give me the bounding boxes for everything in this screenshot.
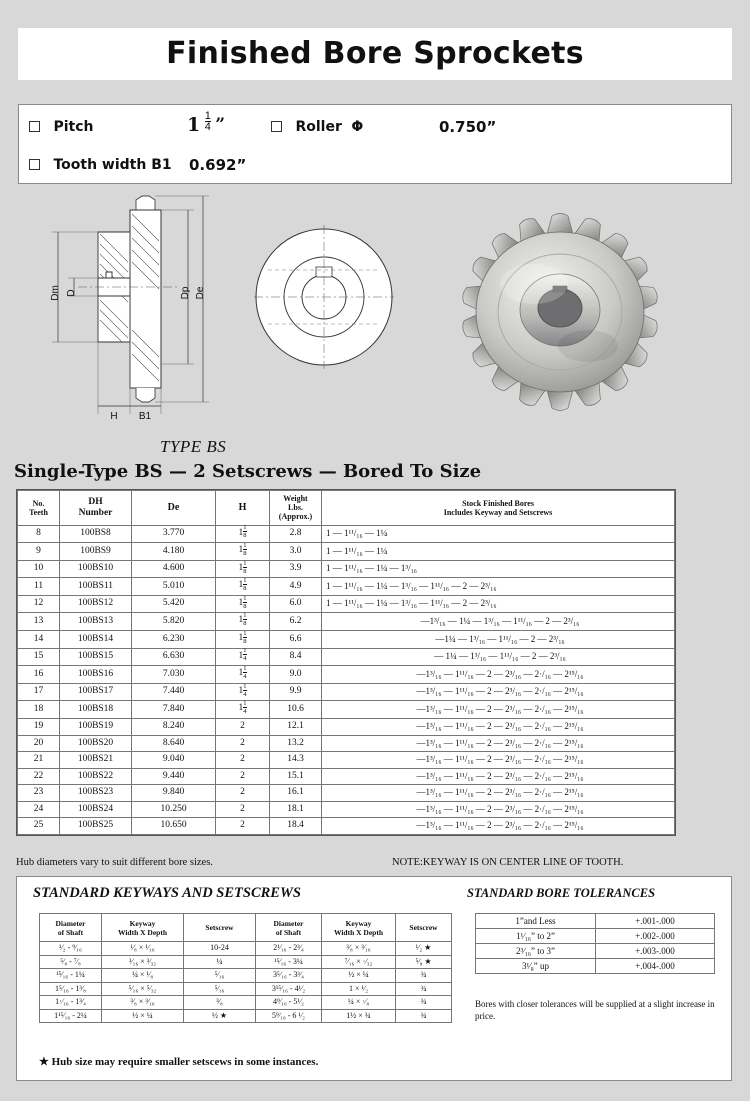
cell-teeth: 13 bbox=[18, 613, 60, 631]
cell-h: 1 $\frac{1}{8}$ bbox=[216, 578, 270, 596]
tolerance-value: +.003-.000 bbox=[596, 944, 715, 959]
cell-h: 2 bbox=[216, 718, 270, 735]
cell-teeth: 10 bbox=[18, 560, 60, 578]
cell-h: 1 $\frac{1}{4}$ bbox=[216, 648, 270, 666]
cell-teeth: 17 bbox=[18, 683, 60, 701]
keyway-cell: ¹⁄₂ ★ bbox=[396, 942, 452, 956]
stock-bores-table bbox=[17, 490, 675, 835]
tolerance-value: +.004-.000 bbox=[596, 959, 715, 974]
table-header-row bbox=[18, 491, 675, 526]
tolerance-value: +.002-.000 bbox=[596, 929, 715, 944]
pitch-numerator: 1 bbox=[204, 110, 211, 122]
cell-de: 6.630 bbox=[132, 648, 216, 666]
cell-h: 1 $\frac{1}{8}$ bbox=[216, 543, 270, 561]
cell-h: 2 bbox=[216, 752, 270, 769]
label-b1: B1 bbox=[138, 411, 152, 422]
keyway-cell: 2¹⁄₁₆ - 2³⁄₄ bbox=[256, 942, 322, 956]
cell-dh: 100BS21 bbox=[60, 752, 132, 769]
keyway-cell: ¼ × ·⁄₈ bbox=[322, 996, 396, 1010]
keyway-row bbox=[40, 955, 452, 969]
pitch-value bbox=[187, 110, 226, 136]
stock-bores-table-wrap bbox=[16, 489, 676, 836]
keyway-cell: ¼ × ¹⁄₈ bbox=[102, 969, 184, 983]
table-row bbox=[18, 801, 675, 818]
cell-teeth: 14 bbox=[18, 631, 60, 649]
keyway-cell: ⁷⁄₁₆ × ·⁄₃₂ bbox=[322, 955, 396, 969]
keyway-cell: ³⁄₈ × ³⁄₁₆ bbox=[322, 942, 396, 956]
table-row bbox=[18, 785, 675, 802]
keyway-cell: ⁵⁄₁₆ × ⁵⁄₃₂ bbox=[102, 982, 184, 996]
tolerance-row bbox=[476, 944, 715, 959]
keyway-cell: ⁵⁄₁₆ bbox=[184, 969, 256, 983]
cell-dh: 100BS25 bbox=[60, 818, 132, 835]
cell-weight: 13.2 bbox=[270, 735, 322, 752]
cell-teeth: 20 bbox=[18, 735, 60, 752]
cell-bores: —1³/₁₆ — 1¹¹/₁₆ — 2 — 2³/₁₆ — 2·/₁₆ — 2¹⁵/₁₆ bbox=[322, 752, 675, 769]
cell-de: 5.420 bbox=[132, 595, 216, 613]
cell-weight: 15.1 bbox=[270, 768, 322, 785]
col-teeth: No. Teeth bbox=[18, 491, 60, 526]
keyway-cell: ¼ bbox=[184, 955, 256, 969]
table-body bbox=[18, 525, 675, 835]
cell-dh: 100BS20 bbox=[60, 735, 132, 752]
cell-dh: 100BS13 bbox=[60, 613, 132, 631]
cell-teeth: 9 bbox=[18, 543, 60, 561]
cell-de: 6.230 bbox=[132, 631, 216, 649]
label-d: D bbox=[66, 289, 77, 297]
keyway-cell: ½ × ¼ bbox=[102, 1009, 184, 1023]
type-bs-label: TYPE BS bbox=[160, 437, 227, 456]
keyway-cell: 3¹⁵⁄₁₆ - 4¹⁄₂ bbox=[256, 982, 322, 996]
keyway-row bbox=[40, 982, 452, 996]
cell-h: 1 $\frac{1}{8}$ bbox=[216, 631, 270, 649]
cell-dh: 100BS17 bbox=[60, 683, 132, 701]
table-row bbox=[18, 718, 675, 735]
cell-dh: 100BS18 bbox=[60, 701, 132, 719]
cell-h: 2 bbox=[216, 801, 270, 818]
cell-bores: 1 — 1¹¹/₁₆ — 1¼ — 1³/₁₆ — 1¹¹/₁₆ — 2 — 2³/₁₆ bbox=[322, 578, 675, 596]
keyway-cell: ½ × ¼ bbox=[322, 969, 396, 983]
cell-weight: 4.9 bbox=[270, 578, 322, 596]
keyways-title: STANDARD KEYWAYS AND SETSCREWS bbox=[33, 885, 301, 901]
col-stock-bores: Stock Finished Bores Includes Keyway and Setscrews bbox=[322, 491, 675, 526]
cell-h: 1 $\frac{1}{8}$ bbox=[216, 560, 270, 578]
cell-bores: 1 — 1¹¹/₁₆ — 1¼ bbox=[322, 525, 675, 543]
tolerance-range: 3¹⁄₈” up bbox=[476, 959, 596, 974]
cell-teeth: 18 bbox=[18, 701, 60, 719]
cell-dh: 100BS11 bbox=[60, 578, 132, 596]
cell-de: 5.010 bbox=[132, 578, 216, 596]
keyway-col-1: Keyway Width X Depth bbox=[102, 914, 184, 942]
cell-bores: —1³/₁₆ — 1¹¹/₁₆ — 2 — 2³/₁₆ — 2·/₁₆ — 2¹⁵/₁₆ bbox=[322, 768, 675, 785]
cell-dh: 100BS14 bbox=[60, 631, 132, 649]
keyway-cell: ¹⁵⁄₁₆ - 3¼ bbox=[256, 955, 322, 969]
cell-de: 4.600 bbox=[132, 560, 216, 578]
pitch-fraction bbox=[205, 111, 211, 133]
figure-area bbox=[18, 192, 732, 432]
spec-row-tooth-width bbox=[19, 147, 731, 185]
keyway-cell: ½ ★ bbox=[184, 1009, 256, 1023]
table-row bbox=[18, 525, 675, 543]
keyway-col-5: Setscrew bbox=[396, 914, 452, 942]
page-title: Finished Bore Sprockets bbox=[166, 36, 584, 71]
keyway-row bbox=[40, 969, 452, 983]
cell-bores: —1³/₁₆ — 1¹¹/₁₆ — 2 — 2³/₁₆ — 2·/₁₆ — 2¹⁵/₁₆ bbox=[322, 701, 675, 719]
table-row bbox=[18, 631, 675, 649]
cell-teeth: 19 bbox=[18, 718, 60, 735]
label-h: H bbox=[110, 411, 118, 422]
cell-bores: — 1¼ — 1³/₁₆ — 1¹¹/₁₆ — 2 — 2³/₁₆ bbox=[322, 648, 675, 666]
table-row bbox=[18, 666, 675, 684]
label-dm: Dm bbox=[50, 285, 61, 301]
cell-weight: 6.0 bbox=[270, 595, 322, 613]
cell-dh: 100BS10 bbox=[60, 560, 132, 578]
keyway-cell: ¾ bbox=[396, 996, 452, 1010]
cell-bores: —1³/₁₆ — 1¹¹/₁₆ — 2 — 2³/₁₆ — 2·/₁₆ — 2¹⁵/₁₆ bbox=[322, 735, 675, 752]
tooth-width-label: Tooth width B1 bbox=[53, 156, 172, 173]
cell-bores: —1³/₁₆ — 1¹¹/₁₆ — 2 — 2³/₁₆ — 2·/₁₆ — 2¹⁵/₁₆ bbox=[322, 785, 675, 802]
pitch-integer: 1 bbox=[187, 114, 201, 136]
label-dp: Dp bbox=[180, 286, 191, 300]
keyway-cell: 1½ × ¾ bbox=[322, 1009, 396, 1023]
table-row bbox=[18, 595, 675, 613]
cell-weight: 16.1 bbox=[270, 785, 322, 802]
page-header bbox=[0, 28, 750, 80]
keyway-cell: 1¹⁵⁄₁₆ - 2¼ bbox=[40, 1009, 102, 1023]
keyway-cell: ¾ bbox=[396, 969, 452, 983]
col-dh-number: DH Number bbox=[60, 491, 132, 526]
cell-weight: 18.1 bbox=[270, 801, 322, 818]
cell-h: 1 $\frac{1}{4}$ bbox=[216, 701, 270, 719]
keyway-col-3: Diameter of Shaft bbox=[256, 914, 322, 942]
col-h: H bbox=[216, 491, 270, 526]
keyway-cell: ⁵⁄₈ - ⁷⁄₈ bbox=[40, 955, 102, 969]
keyway-row bbox=[40, 1009, 452, 1023]
cell-teeth: 12 bbox=[18, 595, 60, 613]
keyways-table bbox=[39, 913, 452, 1023]
tolerance-note: Bores with closer tolerances will be supplied at a slight increase in price. bbox=[475, 999, 715, 1022]
table-row bbox=[18, 735, 675, 752]
table-row bbox=[18, 752, 675, 769]
phi-icon: Φ bbox=[351, 118, 364, 135]
setscrew-star-note: ★ Hub size may require smaller setscews in some instances. bbox=[39, 1056, 319, 1068]
cell-weight: 2.8 bbox=[270, 525, 322, 543]
keyway-row bbox=[40, 996, 452, 1010]
cell-h: 2 bbox=[216, 768, 270, 785]
single-type-heading: Single-Type BS — 2 Setscrews — Bored To Size bbox=[14, 461, 482, 482]
cell-dh: 100BS15 bbox=[60, 648, 132, 666]
roller-group bbox=[271, 118, 363, 136]
cell-bores: 1 — 1¹¹/₁₆ — 1¼ — 1³/₁₆ — 1¹¹/₁₆ — 2 — 2³/₁₆ bbox=[322, 595, 675, 613]
cell-de: 10.250 bbox=[132, 801, 216, 818]
cell-de: 3.770 bbox=[132, 525, 216, 543]
cell-dh: 100BS23 bbox=[60, 785, 132, 802]
standards-box bbox=[16, 876, 732, 1081]
cell-teeth: 25 bbox=[18, 818, 60, 835]
tolerance-value: +.001-.000 bbox=[596, 914, 715, 929]
cell-teeth: 23 bbox=[18, 785, 60, 802]
cell-weight: 6.2 bbox=[270, 613, 322, 631]
cell-bores: —1³/₁₆ — 1¹¹/₁₆ — 2 — 2³/₁₆ — 2·/₁₆ — 2¹⁵/₁₆ bbox=[322, 718, 675, 735]
spec-row-pitch-roller bbox=[19, 109, 731, 147]
keyway-cell: ¹⁵⁄₁₆ - 1¼ bbox=[40, 969, 102, 983]
keyway-cell: 5⁹⁄₁₆ - 6 ¹⁄₂ bbox=[256, 1009, 322, 1023]
cell-weight: 3.9 bbox=[270, 560, 322, 578]
table-row bbox=[18, 560, 675, 578]
tolerance-row bbox=[476, 914, 715, 929]
roller-label: Roller bbox=[295, 118, 342, 135]
header-left-margin bbox=[0, 28, 18, 80]
cell-h: 2 bbox=[216, 818, 270, 835]
keyway-col-0: Diameter of Shaft bbox=[40, 914, 102, 942]
cell-dh: 100BS9 bbox=[60, 543, 132, 561]
cell-dh: 100BS12 bbox=[60, 595, 132, 613]
pitch-inch-mark: ” bbox=[215, 115, 226, 135]
keyway-cell: 1·⁄₁₆ - 1³⁄₄ bbox=[40, 996, 102, 1010]
specification-box bbox=[18, 104, 732, 184]
cell-dh: 100BS24 bbox=[60, 801, 132, 818]
cell-teeth: 8 bbox=[18, 525, 60, 543]
cell-teeth: 11 bbox=[18, 578, 60, 596]
table-row bbox=[18, 768, 675, 785]
cell-h: 1 $\frac{1}{4}$ bbox=[216, 666, 270, 684]
keyway-cell: ¹⁄₂ - ⁹⁄₁₆ bbox=[40, 942, 102, 956]
hub-note: Hub diameters vary to suit different bore sizes. bbox=[16, 857, 213, 868]
keyways-header-row bbox=[40, 914, 452, 942]
keyway-cell: ¾ bbox=[396, 1009, 452, 1023]
page-top-margin bbox=[0, 0, 750, 28]
keyway-cell: ³⁄₈ bbox=[184, 996, 256, 1010]
cell-de: 5.820 bbox=[132, 613, 216, 631]
keyways-body bbox=[40, 942, 452, 1023]
table-row bbox=[18, 701, 675, 719]
sprocket-photo bbox=[410, 200, 720, 420]
cell-weight: 9.9 bbox=[270, 683, 322, 701]
keyway-col-2: Setscrew bbox=[184, 914, 256, 942]
keyway-cell: ⁵⁄₈ ★ bbox=[396, 955, 452, 969]
table-row bbox=[18, 818, 675, 835]
cell-bores: —1³/₁₆ — 1¼ — 1³/₁₆ — 1¹¹/₁₆ — 2 — 2³/₁₆ bbox=[322, 613, 675, 631]
cell-h: 2 bbox=[216, 785, 270, 802]
roller-value: 0.750” bbox=[439, 118, 497, 136]
cell-de: 8.640 bbox=[132, 735, 216, 752]
cell-weight: 18.4 bbox=[270, 818, 322, 835]
tolerances-table bbox=[475, 913, 715, 974]
cell-h: 1 $\frac{1}{8}$ bbox=[216, 613, 270, 631]
tolerance-range: 2³⁄₁₆” to 3” bbox=[476, 944, 596, 959]
cell-dh: 100BS8 bbox=[60, 525, 132, 543]
cell-de: 4.180 bbox=[132, 543, 216, 561]
cell-h: 1 $\frac{1}{4}$ bbox=[216, 683, 270, 701]
tooth-width-checkbox[interactable] bbox=[29, 159, 40, 170]
cell-bores: —1³/₁₆ — 1¹¹/₁₆ — 2 — 2³/₁₆ — 2·/₁₆ — 2¹⁵/₁₆ bbox=[322, 818, 675, 835]
tolerances-body bbox=[476, 914, 715, 974]
roller-checkbox[interactable] bbox=[271, 121, 282, 132]
cell-bores: 1 — 1¹¹/₁₆ — 1¼ bbox=[322, 543, 675, 561]
cell-weight: 9.0 bbox=[270, 666, 322, 684]
table-row bbox=[18, 543, 675, 561]
cell-teeth: 22 bbox=[18, 768, 60, 785]
table-row bbox=[18, 683, 675, 701]
cell-weight: 10.6 bbox=[270, 701, 322, 719]
keyway-row bbox=[40, 942, 452, 956]
keyway-col-4: Keyway Width X Depth bbox=[322, 914, 396, 942]
cell-h: 1 $\frac{1}{8}$ bbox=[216, 525, 270, 543]
cell-bores: 1 — 1¹¹/₁₆ — 1¼ — 1³/₁₆ bbox=[322, 560, 675, 578]
keyway-cell: 4⁹⁄₁₆ - 5¹⁄₂ bbox=[256, 996, 322, 1010]
pitch-denominator: 4 bbox=[204, 121, 211, 133]
tolerance-row bbox=[476, 959, 715, 974]
pitch-group bbox=[29, 118, 93, 136]
cell-de: 7.440 bbox=[132, 683, 216, 701]
table-row bbox=[18, 648, 675, 666]
cell-weight: 14.3 bbox=[270, 752, 322, 769]
pitch-checkbox[interactable] bbox=[29, 121, 40, 132]
col-de: De bbox=[132, 491, 216, 526]
keyway-cell: ¹⁄₈ × ¹⁄₁₆ bbox=[102, 942, 184, 956]
cell-de: 7.030 bbox=[132, 666, 216, 684]
keyway-note: NOTE:KEYWAY IS ON CENTER LINE OF TOOTH. bbox=[392, 857, 624, 868]
keyway-cell: 10-24 bbox=[184, 942, 256, 956]
cell-bores: —1³/₁₆ — 1¹¹/₁₆ — 2 — 2³/₁₆ — 2·/₁₆ — 2¹⁵/₁₆ bbox=[322, 683, 675, 701]
cell-weight: 8.4 bbox=[270, 648, 322, 666]
cell-weight: 3.0 bbox=[270, 543, 322, 561]
cell-de: 9.840 bbox=[132, 785, 216, 802]
keyway-cell: ³⁄₁₆ × ³⁄₃₂ bbox=[102, 955, 184, 969]
table-row bbox=[18, 578, 675, 596]
pitch-label: Pitch bbox=[53, 118, 94, 135]
cell-h: 1 $\frac{1}{8}$ bbox=[216, 595, 270, 613]
cell-teeth: 16 bbox=[18, 666, 60, 684]
cell-bores: —1³/₁₆ — 1¹¹/₁₆ — 2 — 2³/₁₆ — 2·/₁₆ — 2¹⁵/₁₆ bbox=[322, 666, 675, 684]
cell-de: 7.840 bbox=[132, 701, 216, 719]
cell-dh: 100BS19 bbox=[60, 718, 132, 735]
cell-teeth: 15 bbox=[18, 648, 60, 666]
tooth-width-group bbox=[29, 156, 172, 174]
cell-de: 8.240 bbox=[132, 718, 216, 735]
tooth-width-value: 0.692” bbox=[189, 156, 247, 174]
cell-dh: 100BS22 bbox=[60, 768, 132, 785]
cell-h: 2 bbox=[216, 735, 270, 752]
cell-weight: 6.6 bbox=[270, 631, 322, 649]
label-de: De bbox=[195, 286, 206, 300]
cell-de: 10.650 bbox=[132, 818, 216, 835]
cell-bores: —1¼ — 1³/₁₆ — 1¹¹/₁₆ — 2 — 2³/₁₆ bbox=[322, 631, 675, 649]
keyway-cell: ¾ bbox=[396, 982, 452, 996]
tolerance-row bbox=[476, 929, 715, 944]
keyway-cell: 3⁵⁄₁₆ - 3³⁄₄ bbox=[256, 969, 322, 983]
header-right-margin bbox=[732, 28, 750, 80]
cell-teeth: 24 bbox=[18, 801, 60, 818]
cell-teeth: 21 bbox=[18, 752, 60, 769]
tolerances-title: STANDARD BORE TOLERANCES bbox=[467, 886, 656, 900]
cell-dh: 100BS16 bbox=[60, 666, 132, 684]
cell-de: 9.440 bbox=[132, 768, 216, 785]
cell-bores: —1³/₁₆ — 1¹¹/₁₆ — 2 — 2³/₁₆ — 2·/₁₆ — 2¹⁵/₁₆ bbox=[322, 801, 675, 818]
col-weight: Weight Lbs. (Approx.) bbox=[270, 491, 322, 526]
cell-weight: 12.1 bbox=[270, 718, 322, 735]
keyway-cell: ³⁄₈ × ³⁄₁₆ bbox=[102, 996, 184, 1010]
table-row bbox=[18, 613, 675, 631]
keyway-cell: 1 × ¹⁄₂ bbox=[322, 982, 396, 996]
keyway-cell: ⁵⁄₁₆ bbox=[184, 982, 256, 996]
cell-de: 9.040 bbox=[132, 752, 216, 769]
keyway-cell: 1⁵⁄₁₆ - 1³⁄₈ bbox=[40, 982, 102, 996]
tolerance-range: 1¹⁄₁₆” to 2” bbox=[476, 929, 596, 944]
tolerance-range: 1”and Less bbox=[476, 914, 596, 929]
